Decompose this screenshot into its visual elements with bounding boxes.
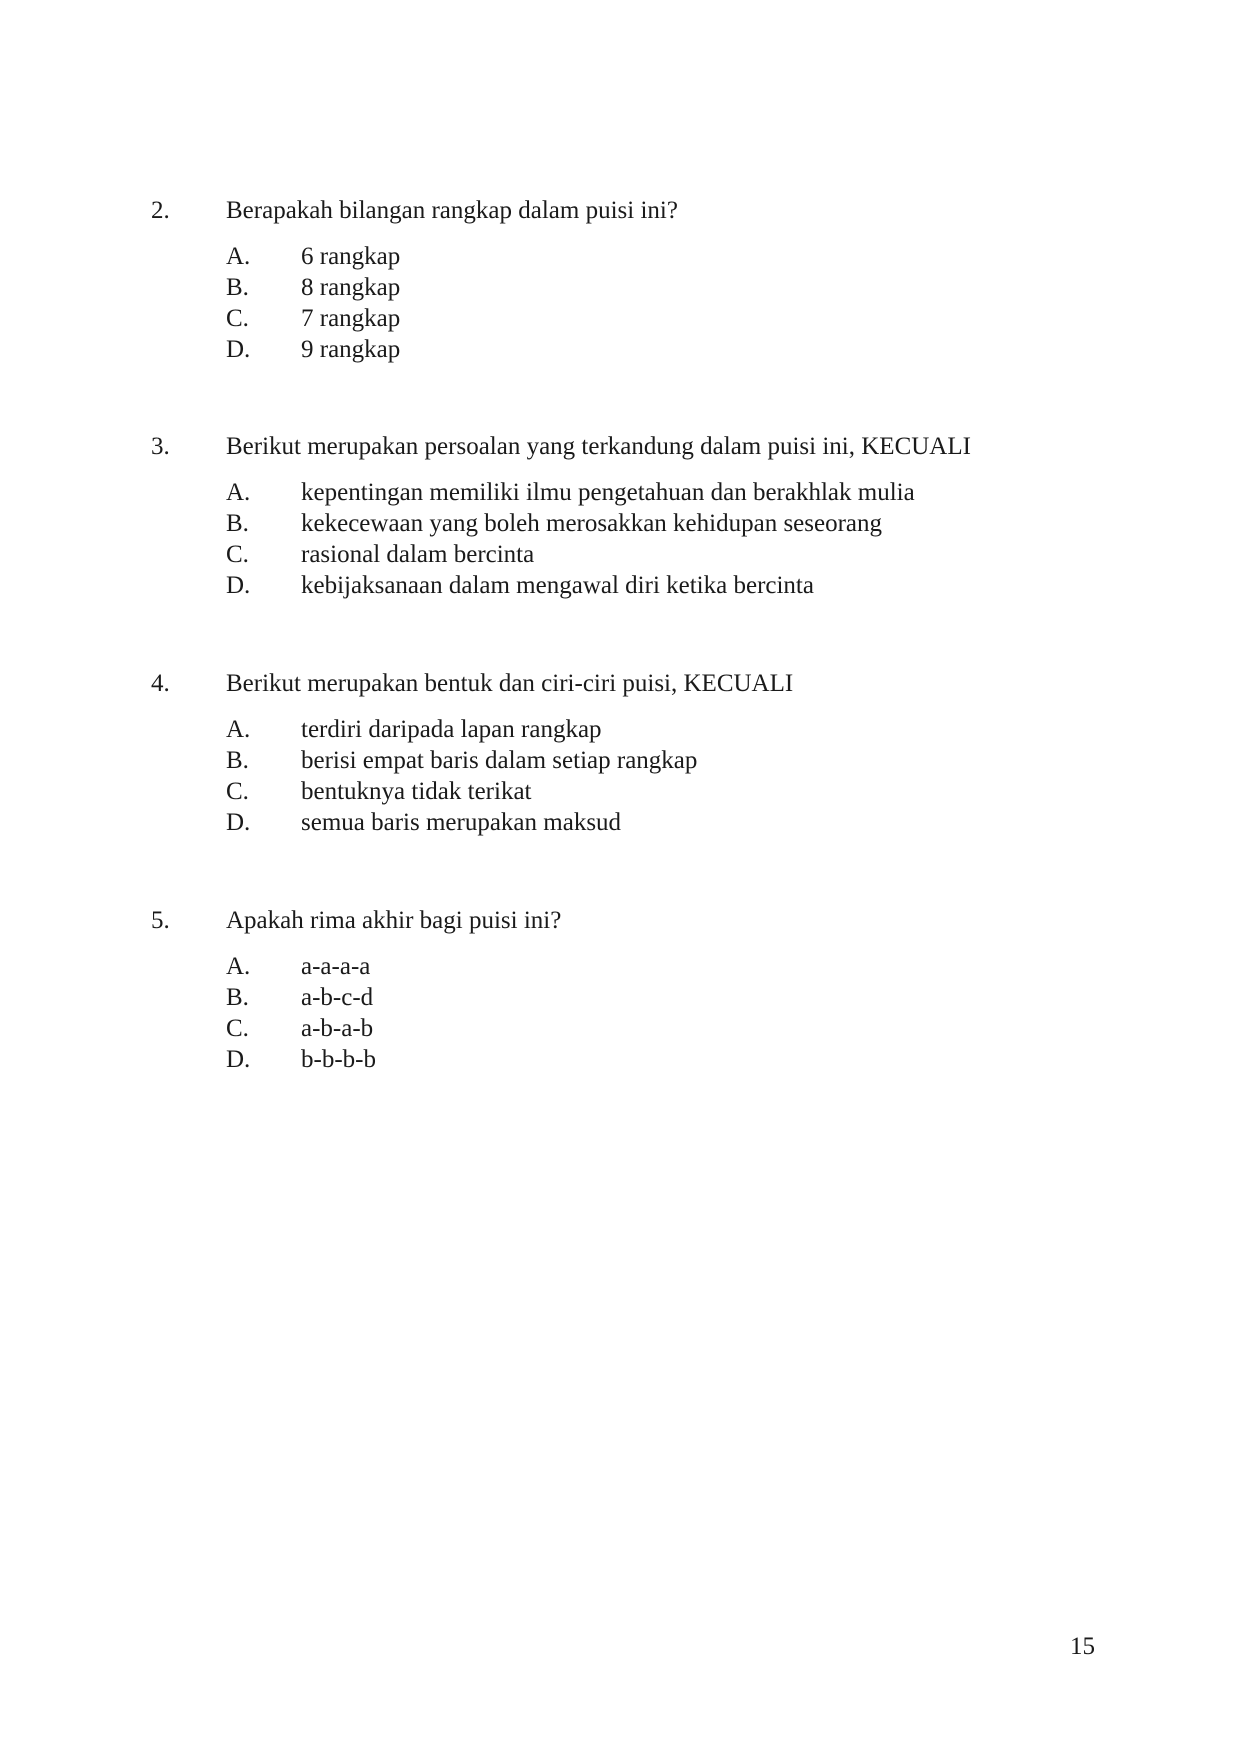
option-text: rasional dalam bercinta [301,541,535,568]
question-5 [0,904,1241,1075]
option-text: 9 rangkap [301,336,401,363]
option-text: b-b-b-b [301,1046,376,1073]
question-number: 5. [151,907,170,934]
option-text: a-b-c-d [301,984,374,1011]
option-c [0,539,1241,570]
option-c [0,776,1241,807]
option-list [0,241,1241,365]
option-letter: B. [226,510,249,537]
option-list [0,951,1241,1075]
question-stem [0,667,1241,701]
option-text: 7 rangkap [301,305,401,332]
option-letter: B. [226,747,249,774]
option-letter: D. [226,336,251,363]
option-d [0,807,1241,838]
option-text: semua baris merupakan maksud [301,809,622,836]
option-letter: C. [226,1015,249,1042]
option-letter: A. [226,243,251,270]
question-number: 4. [151,670,170,697]
option-letter: C. [226,305,249,332]
option-letter: D. [226,572,251,599]
option-b [0,272,1241,303]
option-letter: A. [226,716,251,743]
option-c [0,1013,1241,1044]
question-number: 2. [151,197,170,224]
option-letter: A. [226,479,251,506]
question-text: Berikut merupakan bentuk dan ciri-ciri puisi, KECUALI [226,670,794,697]
option-b [0,745,1241,776]
question-stem [0,194,1241,228]
option-text: kebijaksanaan dalam mengawal diri ketika bercinta [301,572,814,599]
option-list [0,477,1241,601]
option-text: a-b-a-b [301,1015,374,1042]
option-letter: C. [226,778,249,805]
option-text: bentuknya tidak terikat [301,778,532,805]
option-text: 8 rangkap [301,274,401,301]
option-letter: B. [226,274,249,301]
question-3 [0,430,1241,601]
question-2 [0,194,1241,365]
option-text: kepentingan memiliki ilmu pengetahuan dan berakhlak mulia [301,479,915,506]
option-a [0,477,1241,508]
question-stem [0,904,1241,938]
option-text: a-a-a-a [301,953,371,980]
question-text: Berikut merupakan persoalan yang terkandung dalam puisi ini, KECUALI [226,433,971,460]
page-number: 15 [1070,1633,1095,1660]
question-stem [0,430,1241,464]
option-a [0,714,1241,745]
option-a [0,951,1241,982]
option-b [0,982,1241,1013]
option-a [0,241,1241,272]
option-c [0,303,1241,334]
option-letter: B. [226,984,249,1011]
option-list [0,714,1241,838]
option-text: kekecewaan yang boleh merosakkan kehidupan seseorang [301,510,883,537]
option-text: 6 rangkap [301,243,401,270]
question-text: Berapakah bilangan rangkap dalam puisi ini? [226,197,678,224]
option-letter: C. [226,541,249,568]
option-d [0,334,1241,365]
option-text: berisi empat baris dalam setiap rangkap [301,747,698,774]
option-d [0,1044,1241,1075]
question-number: 3. [151,433,170,460]
option-b [0,508,1241,539]
option-letter: A. [226,953,251,980]
option-text: terdiri daripada lapan rangkap [301,716,602,743]
option-letter: D. [226,809,251,836]
question-text: Apakah rima akhir bagi puisi ini? [226,907,562,934]
option-d [0,570,1241,601]
question-4 [0,667,1241,838]
option-letter: D. [226,1046,251,1073]
